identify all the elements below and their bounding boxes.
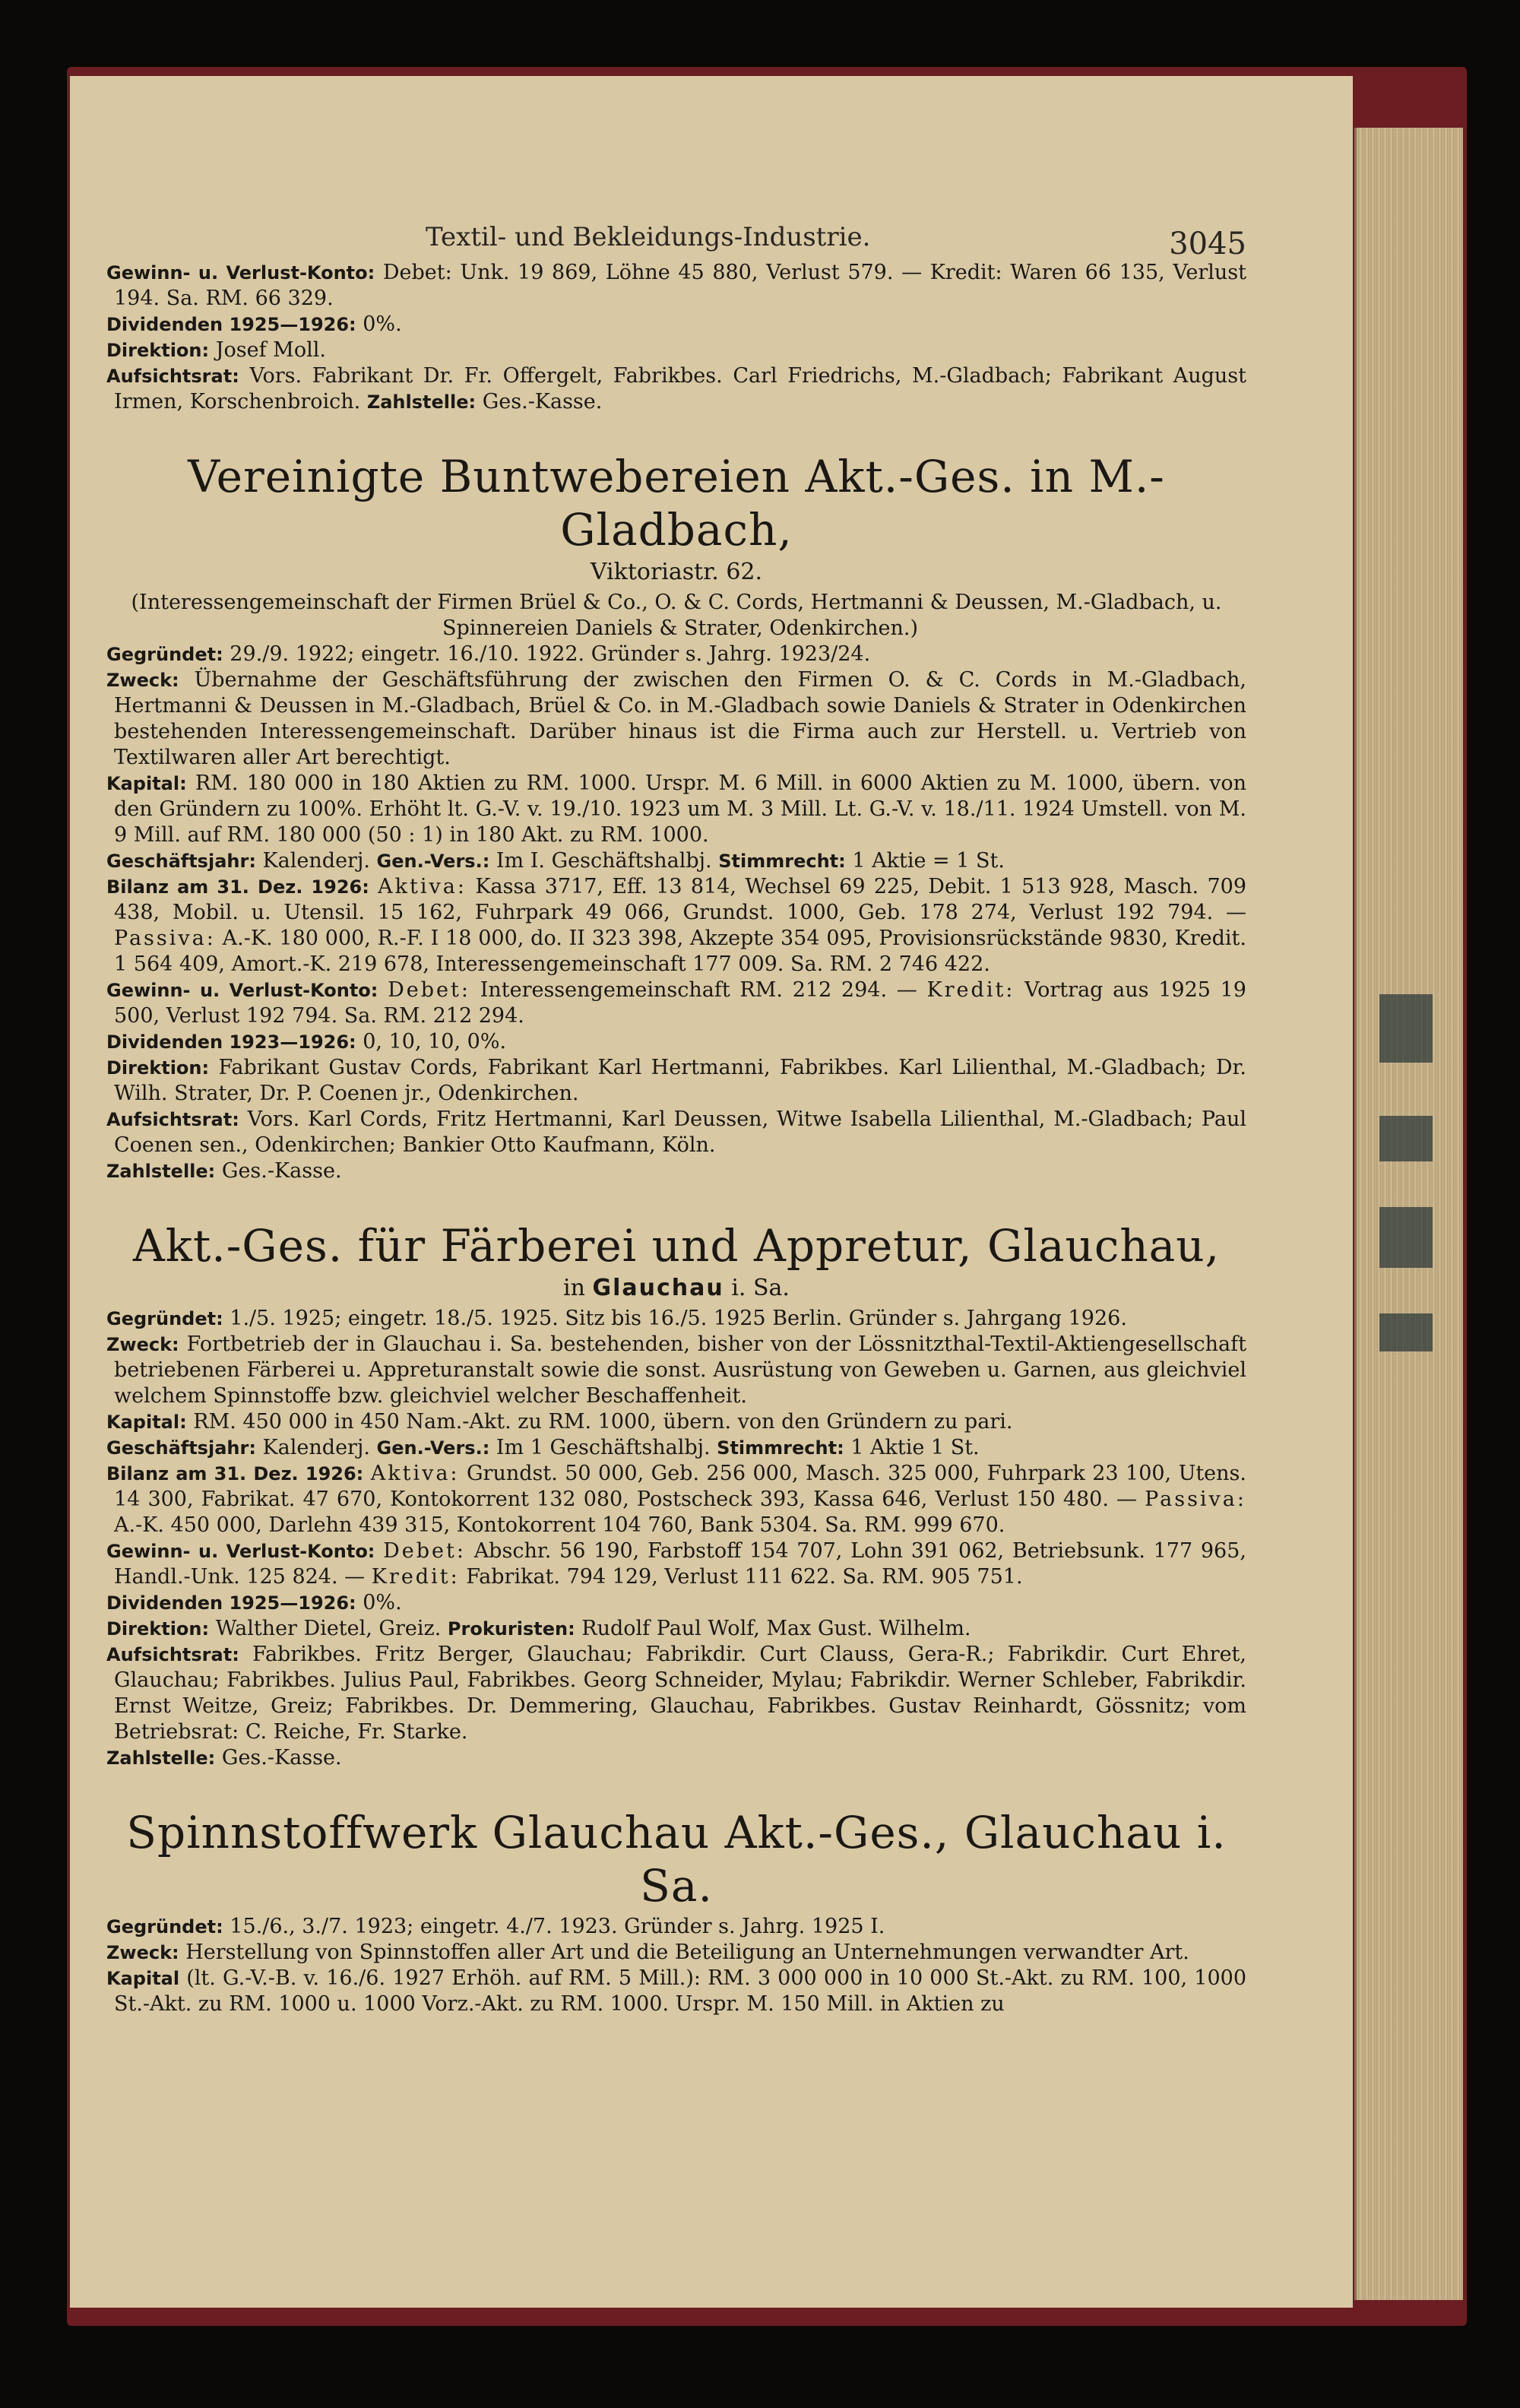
entry1-guv: Gewinn- u. Verlust-Konto: Debet: Interessengemeinschaft RM. 212 294. — Kredit: Vortrag aus 1925 19 500, Verlust 192 794. Sa. RM. 212 294. bbox=[106, 978, 1246, 1028]
entry2-location: in Glauchau i. Sa. bbox=[563, 1275, 790, 1301]
entry1-title: Vereinigte Buntwebereien Akt.-Ges. in M.-Gladbach, bbox=[188, 451, 1165, 556]
entry2-capital: Kapital: RM. 450 000 in 450 Nam.-Akt. zu RM. 1000, übern. von den Gründern zu pari. bbox=[106, 1410, 1013, 1434]
entry2-dividends: Dividenden 1925—1926: 0%. bbox=[106, 1591, 402, 1614]
entry1-paying-agent: Zahlstelle: Ges.-Kasse. bbox=[106, 1159, 342, 1183]
entry1-founded: Gegründet: 29./9. 1922; eingetr. 16./10. 1922. Gründer s. Jahrg. 1923/24. bbox=[106, 642, 871, 666]
page-number: 3045 bbox=[1169, 227, 1246, 261]
entry1-supervisory: Aufsichtsrat: Vors. Karl Cords, Fritz Hertmanni, Karl Deussen, Witwe Isabella Lilienthal, M.-Gladbach; Paul Coenen sen., Odenkirchen; Bankier Otto Kaufmann, Köln. bbox=[106, 1107, 1246, 1157]
entry3-purpose: Zweck: Herstellung von Spinnstoffen aller Art und die Beteiligung an Unternehmungen verwandter Art. bbox=[106, 1941, 1189, 1964]
entry2-direction: Direktion: Walther Dietel, Greiz. Prokuristen: Rudolf Paul Wolf, Max Gust. Wilhelm. bbox=[106, 1617, 971, 1640]
entry2-guv: Gewinn- u. Verlust-Konto: Debet: Abschr. 56 190, Farbstoff 154 707, Lohn 391 062, Betriebsunk. 177 965, Handl.-Unk. 125 824. — Kredit: Fabrikat. 794 129, Verlust 111 622. Sa. RM. 905 751. bbox=[106, 1539, 1246, 1589]
entry1-dividends: Dividenden 1923—1926: 0, 10, 10, 0%. bbox=[106, 1030, 507, 1054]
prev-supervisory: Aufsichtsrat: Vors. Fabrikant Dr. Fr. Offergelt, Fabrikbes. Carl Friedrichs, M.-Gladbach; Fabrikant August Irmen, Korschenbroich. Zahlstelle: Ges.-Kasse. bbox=[106, 364, 1246, 413]
entry2-paying-agent: Zahlstelle: Ges.-Kasse. bbox=[106, 1746, 342, 1770]
entry1-purpose: Zweck: Übernahme der Geschäftsführung der zwischen den Firmen O. & C. Cords in M.-Gladbach, Hertmanni & Deussen in M.-Gladbach, Brüel & Co. in M.-Gladbach sowie Daniels & Strater in Odenkirchen bestehenden Interessengemeinschaft. Darüber hinaus ist die Firma auch zur Herstell. u. Vertrieb von Textilwaren aller Art berechtigt. bbox=[106, 668, 1246, 769]
entry1-address: Viktoriastr. 62. bbox=[590, 559, 763, 585]
entry3-capital: Kapital (lt. G.-V.-B. v. 16./6. 1927 Erhöh. auf RM. 5 Mill.): RM. 3 000 000 in 10 000 St.-Akt. zu RM. 100, 1000 St.-Akt. zu RM. 1000 u. 1000 Vorz.-Akt. zu RM. 1000. Urspr. M. 150 Mill. in Aktien zu bbox=[106, 1966, 1246, 2016]
entry3-title: Spinnstoffwerk Glauchau Akt.-Ges., Glauchau i. Sa. bbox=[126, 1807, 1227, 1912]
entry2-founded: Gegründet: 1./5. 1925; eingetr. 18./5. 1925. Sitz bis 16./5. 1925 Berlin. Gründer s. Jahrgang 1926. bbox=[106, 1307, 1127, 1330]
entry1-direction: Direktion: Fabrikant Gustav Cords, Fabrikant Karl Hertmanni, Fabrikbes. Karl Lilienthal, M.-Gladbach; Dr. Wilh. Strater, Dr. P. Coenen jr., Odenkirchen. bbox=[106, 1056, 1246, 1105]
body-text bbox=[106, 260, 1246, 2017]
entry2-purpose: Zweck: Fortbetrieb der in Glauchau i. Sa. bestehenden, bisher von der Lössnitzthal-Textil-Aktiengesellschaft betriebenen Färberei u. Appreturanstalt sowie die sonst. Ausrüstung von Geweben u. Garnen, aus gleichviel welchem Spinnstoffe bzw. gleichviel welcher Beschaffenheit. bbox=[106, 1332, 1246, 1408]
entry1-balance: Bilanz am 31. Dez. 1926: Aktiva: Kassa 3717, Eff. 13 814, Wechsel 69 225, Debit. 1 513 928, Masch. 709 438, Mobil. u. Utensil. 15 162, Fuhrpark 49 066, Grundst. 1000, Geb. 178 274, Verlust 192 794. — Passiva: A.-K. 180 000, R.-F. I 18 000, do. II 323 398, Akzepte 354 095, Provisionsrückstände 9830, Kredit. 1 564 409, Amort.-K. 219 678, Interessengemeinschaft 177 009. Sa. RM. 2 746 422. bbox=[106, 875, 1246, 976]
entry2-supervisory: Aufsichtsrat: Fabrikbes. Fritz Berger, Glauchau; Fabrikdir. Curt Clauss, Gera-R.; Fabrikdir. Curt Ehret, Glauchau; Fabrikbes. Julius Paul, Fabrikbes. Georg Schneider, Mylau; Fabrikdir. Werner Schleber, Fabrikdir. Ernst Weitze, Greiz; Fabrikbes. Dr. Demmering, Glauchau, Fabrikbes. Gustav Reinhardt, Gössnitz; vom Betriebsrat: C. Reiche, Fr. Starke. bbox=[106, 1643, 1246, 1744]
prev-direction: Direktion: Josef Moll. bbox=[106, 338, 326, 362]
entry2-balance: Bilanz am 31. Dez. 1926: Aktiva: Grundst. 50 000, Geb. 256 000, Masch. 325 000, Fuhrpark 23 100, Utens. 14 300, Fabrikat. 47 670, Kontokorrent 132 080, Postscheck 393, Kassa 646, Verlust 150 480. — Passiva: A.-K. 450 000, Darlehn 439 315, Kontokorrent 104 760, Bank 5304. Sa. RM. 999 670. bbox=[106, 1462, 1247, 1537]
entry1-fiscal: Geschäftsjahr: Kalenderj. Gen.-Vers.: Im I. Geschäftshalbj. Stimmrecht: 1 Aktie = 1 St. bbox=[106, 849, 1005, 873]
running-title: Textil- und Bekleidungs-Industrie. bbox=[426, 222, 871, 252]
page-edge bbox=[1354, 128, 1463, 2300]
running-header bbox=[106, 222, 1246, 261]
entry2-title: Akt.-Ges. für Färberei und Appretur, Glauchau, bbox=[132, 1220, 1221, 1272]
prev-guv: Gewinn- u. Verlust-Konto: Debet: Unk. 19 869, Löhne 45 880, Verlust 579. — Kredit: Waren 66 135, Verlust 194. Sa. RM. 66 329. bbox=[106, 261, 1247, 310]
entry1-capital: Kapital: RM. 180 000 in 180 Aktien zu RM. 1000. Urspr. M. 6 Mill. in 6000 Aktien zu M. 1000, übern. von den Gründern zu 100%. Erhöht lt. G.-V. v. 19./10. 1923 um M. 3 Mill. Lt. G.-V. v. 18./11. 1924 Umstell. von M. 9 Mill. auf RM. 180 000 (50 : 1) in 180 Akt. zu RM. 1000. bbox=[106, 772, 1246, 847]
entry3-founded: Gegründet: 15./6., 3./7. 1923; eingetr. 4./7. 1923. Gründer s. Jahrg. 1925 I. bbox=[106, 1915, 885, 1938]
entry1-note: (Interessengemeinschaft der Firmen Brüel & Co., O. & C. Cords, Hertmanni & Deussen, M.-Gladbach, u. Spinnereien Daniels & Strater, Odenkirchen.) bbox=[131, 591, 1222, 640]
entry2-fiscal: Geschäftsjahr: Kalenderj. Gen.-Vers.: Im 1 Geschäftshalbj. Stimmrecht: 1 Aktie 1 St. bbox=[106, 1436, 980, 1459]
prev-dividends: Dividenden 1925—1926: 0%. bbox=[106, 312, 402, 336]
